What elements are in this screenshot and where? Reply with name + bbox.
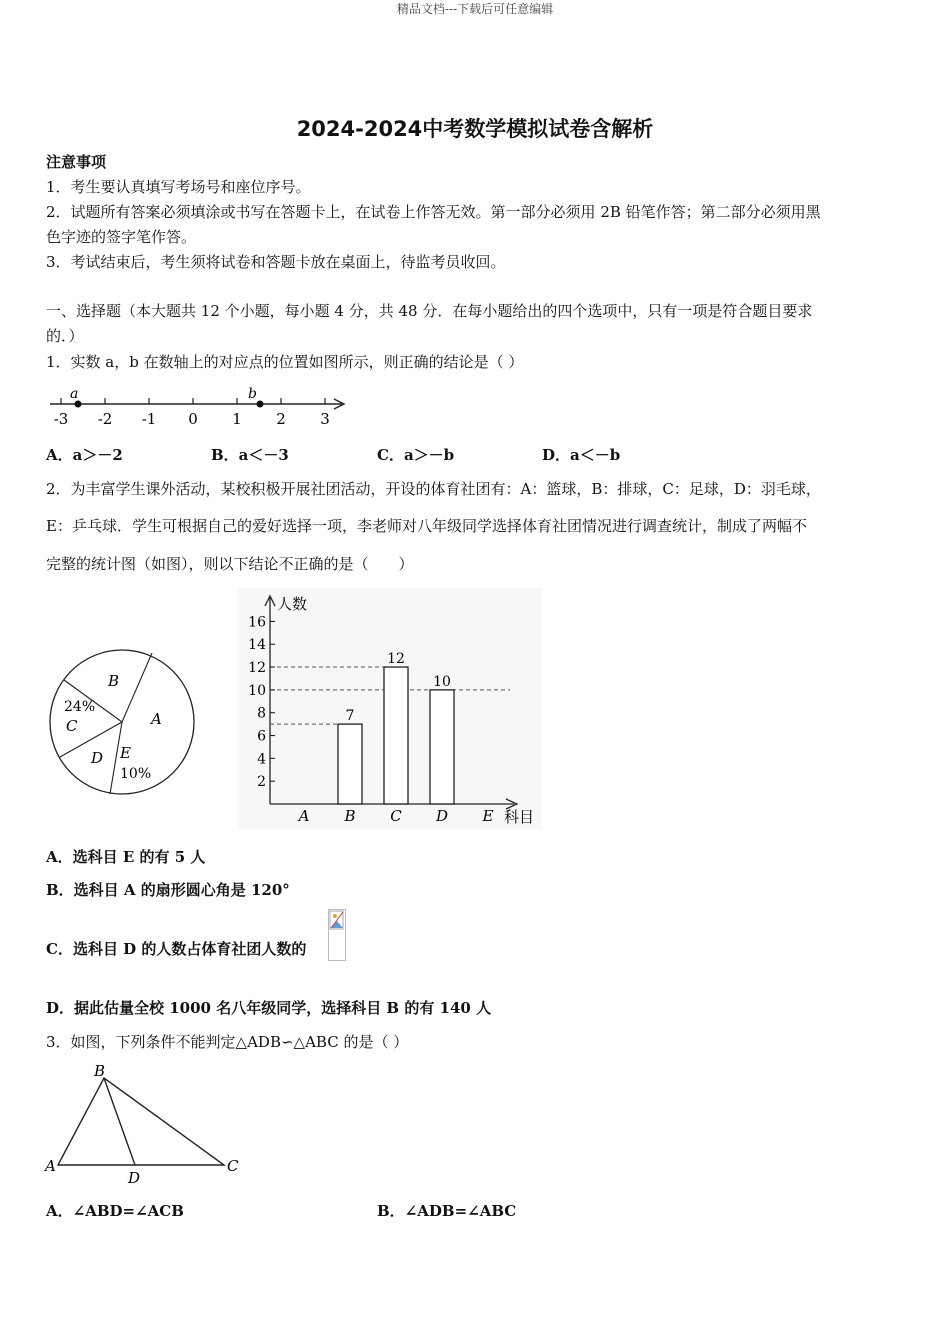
vertex-c-label: C <box>227 1157 239 1175</box>
pie-label-b: B <box>108 672 120 690</box>
triangle-abc <box>58 1078 224 1165</box>
notes-line-2b: 色字迹的签字笔作答。 <box>46 228 197 246</box>
number-line-tick-label: -3 <box>53 410 69 428</box>
number-line-tick-label: 1 <box>232 410 242 428</box>
q2-option-b: B．选科目 A 的扇形圆心角是 120° <box>46 881 290 899</box>
broken-image-icon <box>328 909 346 961</box>
y-axis-label: 人数 <box>277 595 308 613</box>
y-tick-label: 8 <box>257 705 266 722</box>
segment-bd <box>104 1078 135 1165</box>
x-tick-label: D <box>435 807 449 825</box>
y-tick-label: 4 <box>257 751 266 768</box>
pie-chart <box>44 645 200 801</box>
x-tick-label: C <box>390 807 402 825</box>
y-tick-label: 2 <box>257 774 266 791</box>
q2-option-a: A．选科目 E 的有 5 人 <box>46 848 206 866</box>
bar-d <box>430 690 454 804</box>
q2-option-c: C．选科目 D 的人数占体育社团人数的 <box>46 940 307 958</box>
q2-line-3: 完整的统计图（如图），则以下结论不正确的是（ ） <box>46 555 414 573</box>
number-line-tick-label: 2 <box>276 410 286 428</box>
pie-label-e: E <box>120 744 131 762</box>
q1-option-b: B．a＜－3 <box>211 446 289 464</box>
q1-stem: 1．实数 a，b 在数轴上的对应点的位置如图所示，则正确的结论是（ ） <box>46 353 524 371</box>
y-tick-label: 16 <box>248 614 266 631</box>
x-tick-label: E <box>482 807 494 825</box>
y-tick-label: 6 <box>257 728 266 745</box>
number-line-tick-label: -2 <box>97 410 113 428</box>
notes-line-1: 1．考生要认真填写考场号和座位序号。 <box>46 178 311 196</box>
bar-chart <box>238 588 542 830</box>
bar-data-label: 7 <box>345 708 355 725</box>
q1-option-d: D．a＜－b <box>542 446 621 464</box>
q1-option-a: A．a＞－2 <box>46 446 123 464</box>
bar-data-label: 12 <box>387 651 405 668</box>
point-a-label: a <box>70 386 79 402</box>
section1-line-1: 一、选择题（本大题共 12 个小题，每小题 4 分，共 48 分．在每小题给出的四个选项中，只有一项是符合题目要求 <box>46 302 813 320</box>
vertex-b-label: B <box>94 1062 106 1080</box>
point-d-label: D <box>128 1169 141 1186</box>
bar-b <box>338 724 362 804</box>
y-tick-label: 12 <box>248 660 266 677</box>
bar-data-label: 10 <box>433 673 451 690</box>
bar-c <box>384 667 408 804</box>
q2-option-d: D．据此估量全校 1000 名八年级同学，选择科目 B 的有 140 人 <box>46 999 492 1017</box>
notes-line-2a: 2．试题所有答案必须填涂或书写在答题卡上，在试卷上作答无效。第一部分必须用 2B 铅笔作答；第二部分必须用黑 <box>46 203 821 221</box>
q3-option-b: B．∠ADB=∠ABC <box>377 1202 517 1220</box>
q3-option-a: A．∠ABD=∠ACB <box>46 1202 184 1220</box>
vertex-a-label: A <box>45 1157 56 1175</box>
pie-label-d: D <box>91 749 104 767</box>
q1-option-c: C．a＞－b <box>377 446 455 464</box>
q3-stem: 3．如图，下列条件不能判定△ADB∽△ABC 的是（ ） <box>46 1033 409 1051</box>
x-tick-label: A <box>298 807 310 825</box>
q2-line-1: 2．为丰富学生课外活动，某校积极开展社团活动，开设的体育社团有：A：篮球，B：排球，C：足球，D：羽毛球， <box>46 480 821 498</box>
page-title: 2024-2024中考数学模拟试卷含解析 <box>296 117 654 141</box>
pie-label-e-pct: 10% <box>120 766 152 782</box>
number-line-tick-label: -1 <box>141 410 157 428</box>
notes-heading: 注意事项 <box>46 153 107 171</box>
point-b <box>257 401 264 408</box>
pie-label-c-pct: 24% <box>64 699 96 715</box>
number-line-tick-label: 0 <box>188 410 198 428</box>
notes-line-3: 3．考试结束后，考生须将试卷和答题卡放在桌面上，待监考员收回。 <box>46 253 506 271</box>
y-tick-label: 14 <box>248 637 266 654</box>
x-tick-label: B <box>344 807 356 825</box>
pie-label-a: A <box>151 710 162 728</box>
x-axis-label: 科目 <box>504 808 535 826</box>
header-watermark: 精品文档---下载后可任意编辑 <box>396 2 554 16</box>
y-tick-label: 10 <box>248 682 266 699</box>
point-b-label: b <box>248 386 257 402</box>
section1-line-2: 的．） <box>46 327 84 345</box>
number-line-tick-label: 3 <box>320 410 330 428</box>
q2-line-2: E：乒乓球．学生可根据自己的爱好选择一项，李老师对八年级同学选择体育社团情况进行调查统计，制成了两幅不 <box>46 517 807 535</box>
triangle-figure <box>40 1060 250 1186</box>
number-line-figure <box>44 380 354 430</box>
pie-label-c: C <box>66 717 78 735</box>
